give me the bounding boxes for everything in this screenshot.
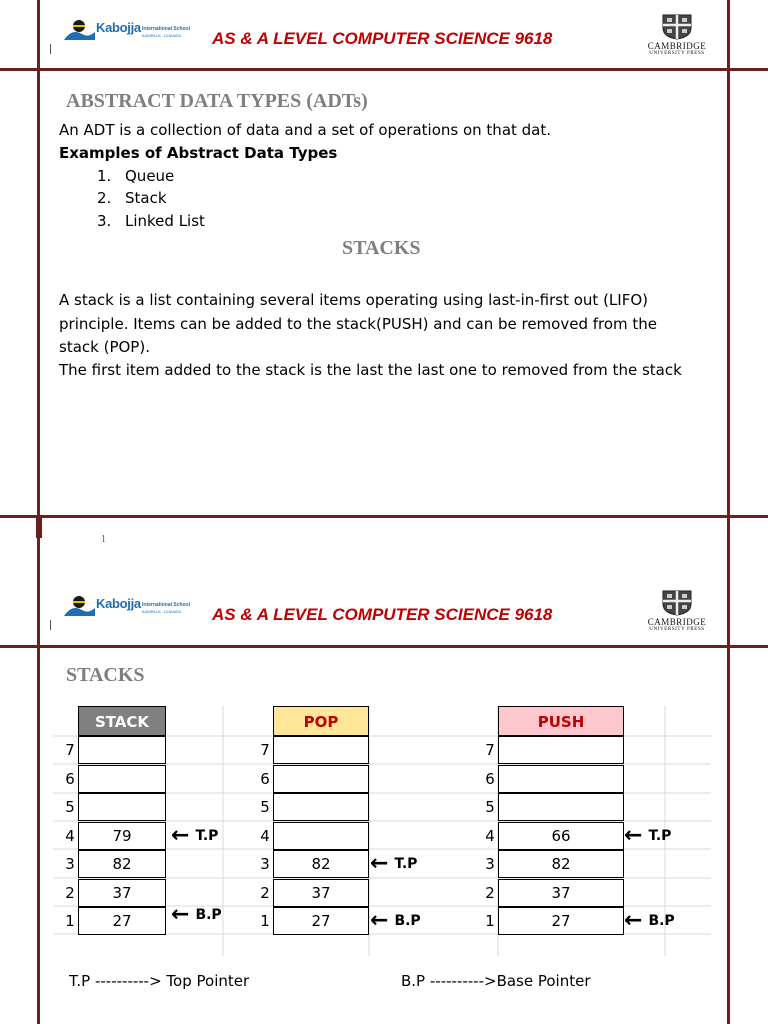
row-index: 5	[65, 798, 75, 816]
stack-table-cell: 79	[78, 822, 166, 850]
list-item: 2. Stack	[97, 189, 167, 207]
row-index: 7	[485, 741, 495, 759]
row-index: 7	[260, 741, 270, 759]
pop-table-cell: 37	[273, 879, 369, 907]
push-table-cell: 37	[498, 879, 624, 907]
page-divider	[0, 515, 768, 518]
stack-definition-line-3: stack (POP).	[59, 338, 150, 356]
publisher-logo	[646, 14, 708, 58]
school-location: KAMPALA - UGANDA	[142, 609, 182, 614]
school-name: Kabojja	[96, 20, 141, 35]
push-table-cell: 27	[498, 907, 624, 935]
push-table-cell: 66	[498, 822, 624, 850]
pop-table-header: POP	[273, 706, 369, 736]
pop-table-cell: 82	[273, 850, 369, 878]
row-index: 6	[260, 769, 270, 788]
school-sub: International School	[142, 602, 191, 608]
row-index: 6	[485, 769, 495, 788]
pop-table-cell: 27	[273, 907, 369, 935]
stack-top-pointer	[171, 822, 218, 850]
row-index: 7	[65, 741, 75, 759]
push-base-pointer	[624, 907, 675, 935]
push-top-pointer	[624, 822, 671, 850]
stack-definition-line-2: principle. Items can be added to the stack(PUSH) and can be removed from the	[59, 315, 658, 333]
publisher-sub: UNIVERSITY PRESS	[649, 627, 705, 632]
row-index: 1	[65, 912, 75, 930]
left-arrow-icon: ←	[171, 822, 190, 848]
left-arrow-icon: ←	[624, 908, 643, 933]
push-table-header: PUSH	[498, 706, 624, 736]
school-sub: International School	[142, 26, 191, 32]
row-index: 3	[260, 855, 270, 873]
stack-table-cell: 27	[78, 907, 166, 935]
left-arrow-icon: ←	[171, 902, 190, 927]
page-header-1	[40, 4, 727, 70]
page-header-2	[40, 580, 727, 646]
cambridge-crest-icon	[662, 590, 692, 616]
row-index: 3	[485, 855, 495, 873]
stack-table-cell	[78, 765, 166, 793]
row-index: 1	[485, 912, 495, 930]
stacks-heading-2: STACKS	[66, 664, 145, 686]
row-index: 5	[485, 798, 495, 816]
examples-heading: Examples of Abstract Data Types	[59, 144, 338, 162]
pop-table-cell	[273, 765, 369, 793]
row-index: 2	[65, 883, 75, 902]
school-logo-icon	[62, 594, 96, 620]
row-index: 4	[260, 826, 270, 845]
push-table-cell	[498, 793, 624, 821]
publisher-logo	[646, 590, 708, 634]
stack-table-cell: 37	[78, 879, 166, 907]
row-index: 1	[260, 912, 270, 930]
pointer-label: B.P	[195, 907, 222, 923]
stack-lifo-note: The first item added to the stack is the last the last one to removed from the stack	[59, 361, 682, 379]
push-table-cell	[498, 736, 624, 764]
row-index: 3	[65, 855, 75, 873]
page-number: 1	[101, 534, 106, 545]
adt-definition: An ADT is a collection of data and a set of operations on that dat.	[59, 121, 552, 139]
stack-definition-line-1: A stack is a list containing several items operating using last-in-first out (LIFO)	[59, 291, 648, 309]
pop-base-pointer	[370, 907, 421, 935]
publisher-name: CAMBRIDGE	[647, 41, 707, 51]
left-arrow-icon: ←	[370, 908, 389, 933]
row-index: 4	[65, 826, 75, 845]
pop-table-cell	[273, 822, 369, 850]
pointer-label: T.P	[195, 827, 219, 844]
stack-table-cell: 82	[78, 850, 166, 878]
push-table-cell: 82	[498, 850, 624, 878]
pointer-label: T.P	[648, 827, 672, 844]
pointer-label: T.P	[394, 856, 418, 872]
school-name: Kabojja	[96, 596, 141, 611]
push-table-cell	[498, 765, 624, 793]
left-arrow-icon: ←	[370, 851, 389, 876]
row-index: 2	[260, 883, 270, 902]
row-index: 4	[485, 826, 495, 845]
list-item: 3. Linked List	[97, 212, 205, 230]
pop-top-pointer	[370, 850, 417, 878]
list-item: 1. Queue	[97, 167, 175, 185]
legend-base-pointer: B.P ---------->Base Pointer	[401, 972, 591, 990]
school-location: KAMPALA - UGANDA	[142, 33, 182, 38]
pointer-label: B.P	[648, 913, 675, 929]
row-index: 6	[65, 769, 75, 788]
cambridge-crest-icon	[662, 14, 692, 40]
adt-heading: ABSTRACT DATA TYPES (ADTs)	[66, 90, 368, 112]
row-index: 2	[485, 883, 495, 902]
page-border-left	[37, 0, 40, 1024]
document-title: AS & A LEVEL COMPUTER SCIENCE 9618	[212, 605, 553, 624]
school-logo-icon	[62, 18, 96, 44]
legend-top-pointer: T.P ----------> Top Pointer	[69, 972, 250, 990]
pop-table-cell	[273, 736, 369, 764]
pointer-label: B.P	[394, 913, 421, 929]
left-arrow-icon: ←	[624, 822, 643, 848]
stack-table-cell	[78, 793, 166, 821]
publisher-sub: UNIVERSITY PRESS	[649, 51, 705, 56]
document-title: AS & A LEVEL COMPUTER SCIENCE 9618	[212, 29, 553, 48]
stacks-heading: STACKS	[342, 237, 421, 259]
page-border-right	[727, 0, 730, 1024]
pop-table-cell	[273, 793, 369, 821]
stack-table-cell	[78, 736, 166, 764]
stack-table-header: STACK	[78, 706, 166, 736]
publisher-name: CAMBRIDGE	[647, 617, 707, 627]
row-index: 5	[260, 798, 270, 816]
stack-base-pointer	[171, 901, 222, 929]
